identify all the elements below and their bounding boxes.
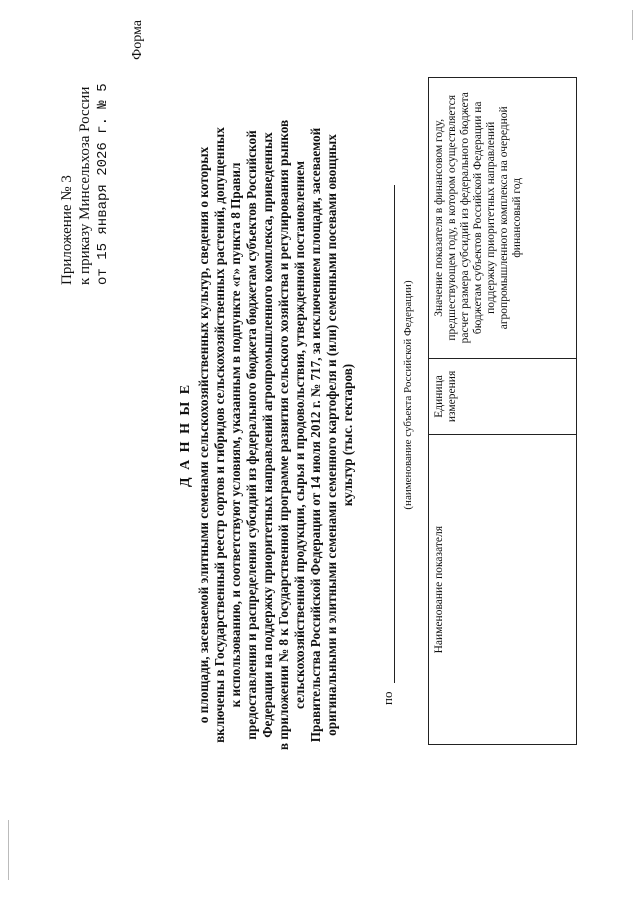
title-line: о площади, засеваемой элитными семенами сельскохозяйственных культур, сведения о которых [196,146,211,724]
header-unit: Единица измерения [429,358,577,435]
title-line: оригинальными и элитными семенами семенного картофеля и (или) семенными посевами овощных [324,134,339,736]
appendix-order-ref: к приказу Минсельхоза России [77,86,93,285]
title-line: включены в Государственный реестр сортов и гибридов сельскохозяйственных растений, допущенных [212,127,227,743]
title-line: в приложении № 8 к Государственной программе развития сельского хозяйства и регулирования рынков [276,119,291,751]
region-field [380,185,400,705]
title-line: к использованию, и соответствуют условиям, указанным в подпункте «г» пункта 8 Правил [228,162,243,708]
region-underline [394,185,395,683]
title-line: культур (тыс. гектаров) [340,363,355,507]
region-prefix: по [380,691,395,705]
title-heading: Д А Н Н Ы Е [178,382,193,488]
header-indicator-name: Наименование показателя [429,435,577,745]
title-line: предоставления и распределения субсидий из федерального бюджета бюджетам субъектов Российской [244,130,259,740]
appendix-date: от 15 января 2026 г. № 5 [95,83,111,285]
title-line: Федерации на поддержку приоритетных направлений агропромышленного комплекса, приведенных [260,132,275,738]
appendix-number: Приложение № 3 [59,175,75,285]
header-indicator-value: Значение показателя в финансовом году, предшествующем году, в котором осуществляется расчет размера субсидий из федерального бюджета бюджетам субъектов Российской Федерации на поддержку приоритетных направлений агропромышленного комплекса на очередной финансовый год [429,78,577,359]
region-caption: (наименование субъекта Российской Федерации) [402,280,414,510]
document-title [178,105,356,765]
table-header-row [429,78,577,745]
indicator-table [428,77,577,745]
appendix-block [58,25,112,285]
title-line: сельскохозяйственной продукции, сырья и продовольствия, утвержденной постановлением [292,161,307,709]
form-label: Форма [130,20,145,60]
title-line: Правительства Российской Федерации от 14 июля 2012 г. № 717, за исключением площади, засеваемой [308,127,323,743]
